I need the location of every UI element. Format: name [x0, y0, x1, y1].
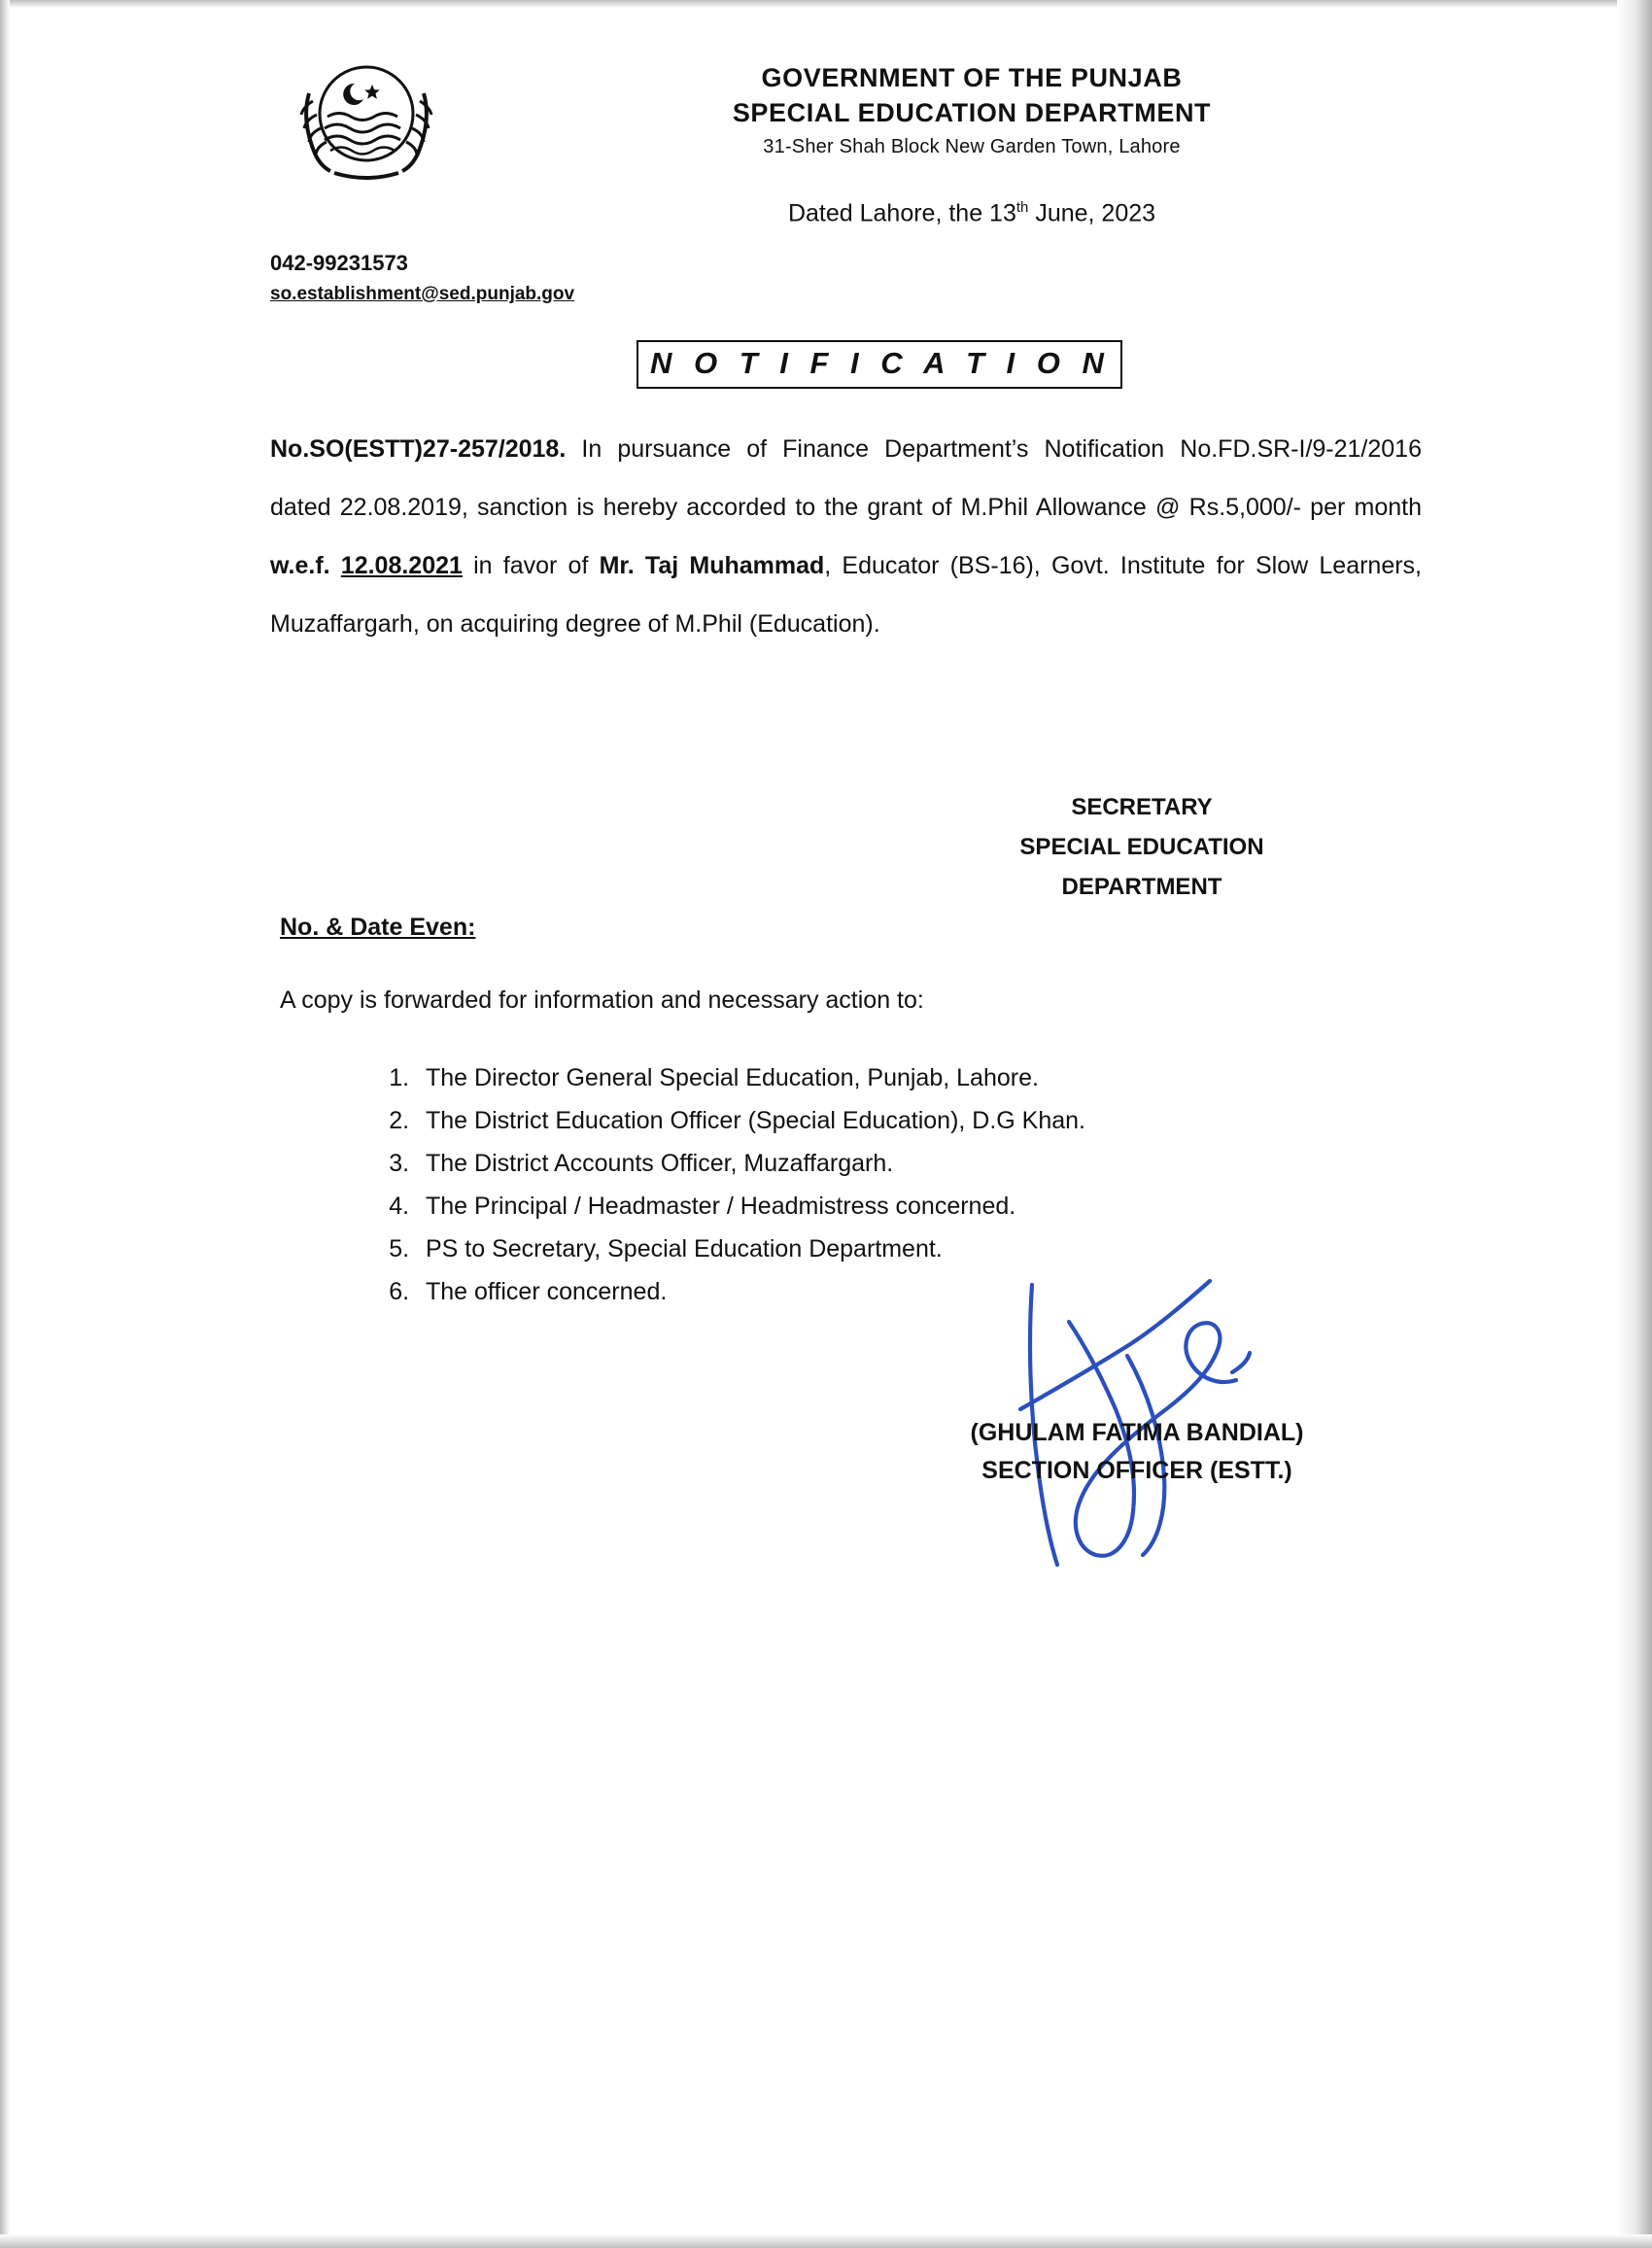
date-suffix: June, 2023: [1028, 199, 1156, 227]
scan-edge-bottom: [0, 2234, 1652, 2248]
department-name: SPECIAL EDUCATION DEPARTMENT: [732, 98, 1212, 127]
list-item: 3. The District Accounts Officer, Muzaffargarh.: [416, 1145, 1329, 1182]
wef-date: 12.08.2021: [340, 552, 463, 579]
scan-edge-left: [0, 0, 10, 2248]
secretary-title-line1: SECRETARY: [1071, 794, 1213, 820]
letterhead: [544, 60, 1399, 161]
body-text-part3: , Educator (BS-16), Govt. Institute for Slow Learners, Muzaffargarh, on acquiring degree of M.Phil (Education).: [270, 552, 1422, 638]
secretary-title-line2: SPECIAL EDUCATION: [1019, 834, 1264, 860]
recipient-list: [371, 1059, 1329, 1316]
punjab-government-crest-icon: [274, 60, 459, 182]
list-item: 4. The Principal / Headmaster / Headmistress concerned.: [416, 1188, 1329, 1225]
reference-number: No.SO(ESTT)27-257/2018.: [270, 435, 567, 463]
contact-email: so.establishment@sed.punjab.gov: [270, 284, 575, 304]
list-item: 5. PS to Secretary, Special Education Department.: [416, 1230, 1329, 1267]
section-officer-name: (GHULAM FATIMA BANDIAL): [970, 1419, 1304, 1446]
wef-label: w.e.f.: [270, 552, 330, 579]
signature-block-section-officer: [904, 1414, 1370, 1490]
department-address: 31-Sher Shah Block New Garden Town, Lahore: [763, 136, 1181, 157]
government-name: GOVERNMENT OF THE PUNJAB: [761, 63, 1183, 92]
notification-body: [270, 420, 1422, 653]
body-text-part1: In pursuance of Finance Department’s Notification No.FD.SR-I/9-21/2016 dated 22.08.2019, sanction is hereby accorded to the grant of M.Phil Allowance @ Rs.5,000/- per month: [270, 435, 1422, 521]
signature-block-secretary: [933, 787, 1351, 907]
scan-edge-right: [1617, 0, 1652, 2248]
date-superscript: th: [1015, 199, 1029, 216]
page-title: N O T I F I C A T I O N: [637, 340, 1122, 389]
list-item: 1. The Director General Special Education, Punjab, Lahore.: [416, 1059, 1329, 1096]
section-officer-designation: SECTION OFFICER (ESTT.): [981, 1457, 1292, 1484]
officer-name: Mr. Taj Muhammad: [599, 552, 825, 579]
list-item: 6. The officer concerned.: [416, 1273, 1329, 1310]
body-text-part2: in favor of: [462, 552, 600, 579]
endorsement-intro: A copy is forwarded for information and necessary action to:: [280, 986, 924, 1014]
date-prefix: Dated Lahore, the 13: [787, 199, 1016, 227]
secretary-title-line3: DEPARTMENT: [1061, 874, 1222, 900]
scan-edge-top: [0, 0, 1652, 8]
document-date: [544, 199, 1399, 227]
contact-phone: 042-99231573: [270, 251, 408, 275]
endorsement-heading: No. & Date Even:: [280, 914, 476, 941]
list-item: 2. The District Education Officer (Special Education), D.G Khan.: [416, 1102, 1329, 1139]
